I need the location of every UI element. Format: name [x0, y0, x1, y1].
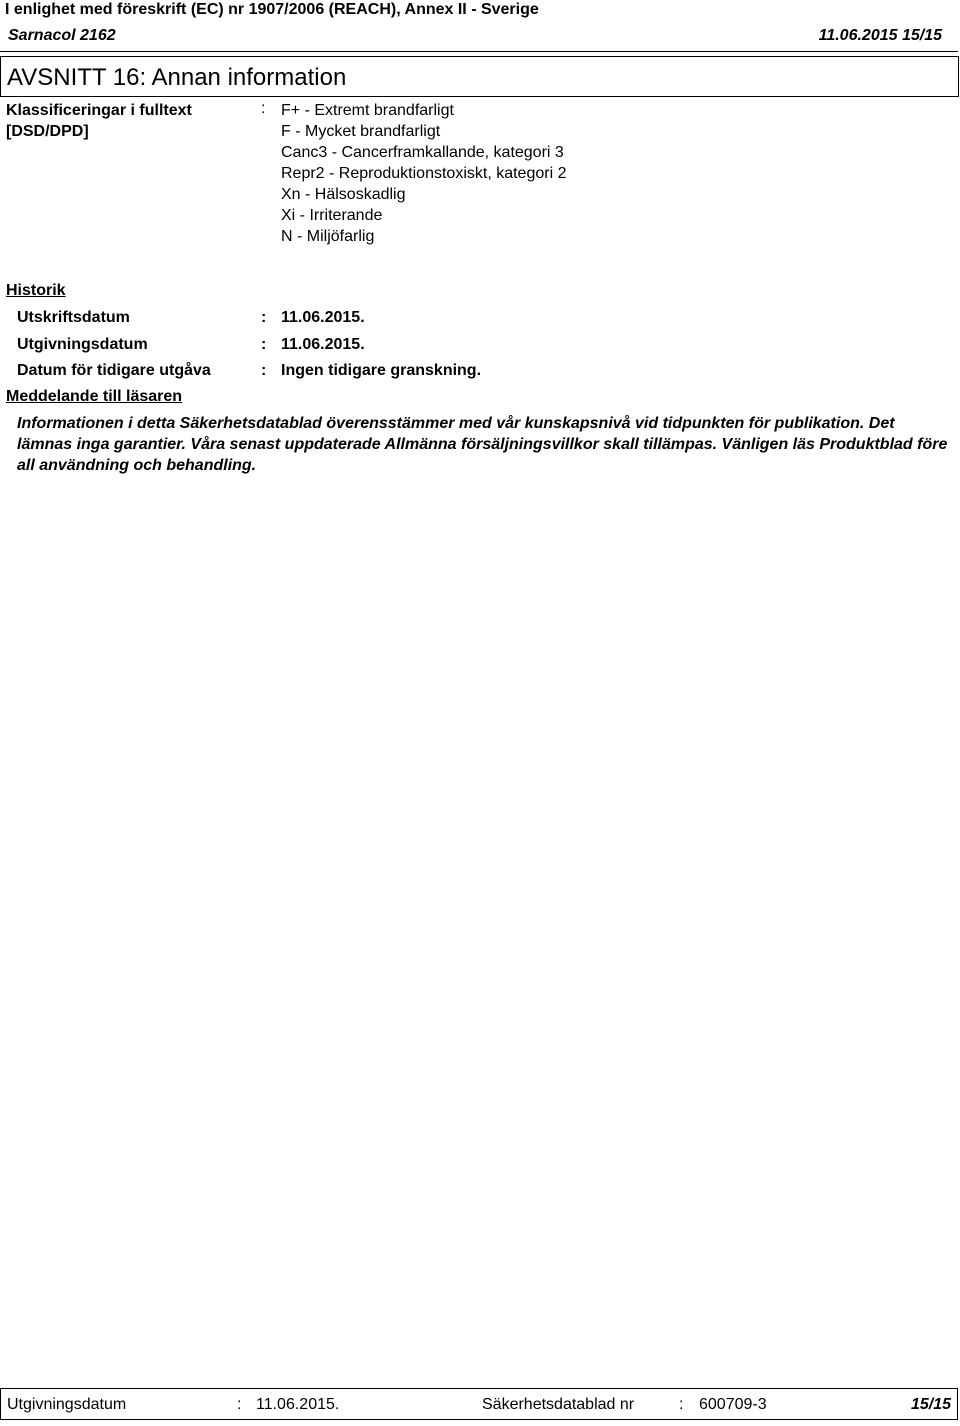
history-value-print-date: 11.06.2015.	[281, 309, 365, 326]
footer-sds-label: Säkerhetsdatablad nr	[482, 1396, 635, 1413]
history-value-issue-date: 11.06.2015.	[281, 336, 365, 353]
classification-item: Xi - Irriterande	[281, 207, 383, 224]
page-footer	[0, 1388, 958, 1420]
footer-issue-colon: :	[237, 1396, 242, 1413]
classification-list	[281, 100, 566, 247]
classification-item: Repr2 - Reproduktionstoxiskt, kategori 2	[281, 165, 567, 182]
history-colon: :	[261, 336, 267, 353]
section-title: AVSNITT 16: Annan information	[7, 64, 347, 91]
history-colon: :	[261, 362, 267, 379]
history-label-issue-date: Utgivningsdatum	[17, 336, 148, 353]
product-name: Sarnacol 2162	[8, 27, 116, 44]
history-heading: Historik	[6, 282, 66, 299]
classification-item: N - Miljöfarlig	[281, 228, 375, 245]
classification-item: Xn - Hälsoskadlig	[281, 186, 406, 203]
document-header-bar	[0, 21, 958, 52]
footer-sds-colon: :	[679, 1396, 684, 1413]
history-value-previous-version: Ingen tidigare granskning.	[281, 362, 482, 379]
history-colon: :	[261, 309, 267, 326]
history-label-previous-version: Datum för tidigare utgåva	[17, 362, 211, 379]
header-date-page: 11.06.2015 15/15	[818, 27, 942, 44]
reader-note-heading: Meddelande till läsaren	[6, 388, 183, 405]
regulation-header: I enlighet med föreskrift (EC) nr 1907/2006 (REACH), Annex II - Sverige	[5, 1, 539, 18]
classification-colon: :	[261, 100, 266, 117]
classification-label: Klassificeringar i fulltext [DSD/DPD]	[6, 102, 192, 140]
footer-issue-label: Utgivningsdatum	[7, 1396, 127, 1413]
classification-item: F - Mycket brandfarligt	[281, 123, 441, 140]
footer-issue-date: 11.06.2015.	[256, 1396, 340, 1413]
classification-item: F+ - Extremt brandfarligt	[281, 102, 454, 119]
reader-note-text: Informationen i detta Säkerhetsdatablad överensstämmer med vår kunskapsnivå vid tidpunkten för publikation. Det lämnas inga garantier. Våra senast uppdaterade Allmänna försäljningsvillkor skall tillämpas. Vänligen läs Produktblad före all användning och behandling.	[17, 415, 948, 474]
footer-page-number: 15/15	[910, 1396, 951, 1413]
history-label-print-date: Utskriftsdatum	[17, 309, 130, 326]
footer-sds-number: 600709-3	[699, 1396, 767, 1413]
section-heading-box	[0, 56, 959, 97]
classification-item: Canc3 - Cancerframkallande, kategori 3	[281, 144, 564, 161]
